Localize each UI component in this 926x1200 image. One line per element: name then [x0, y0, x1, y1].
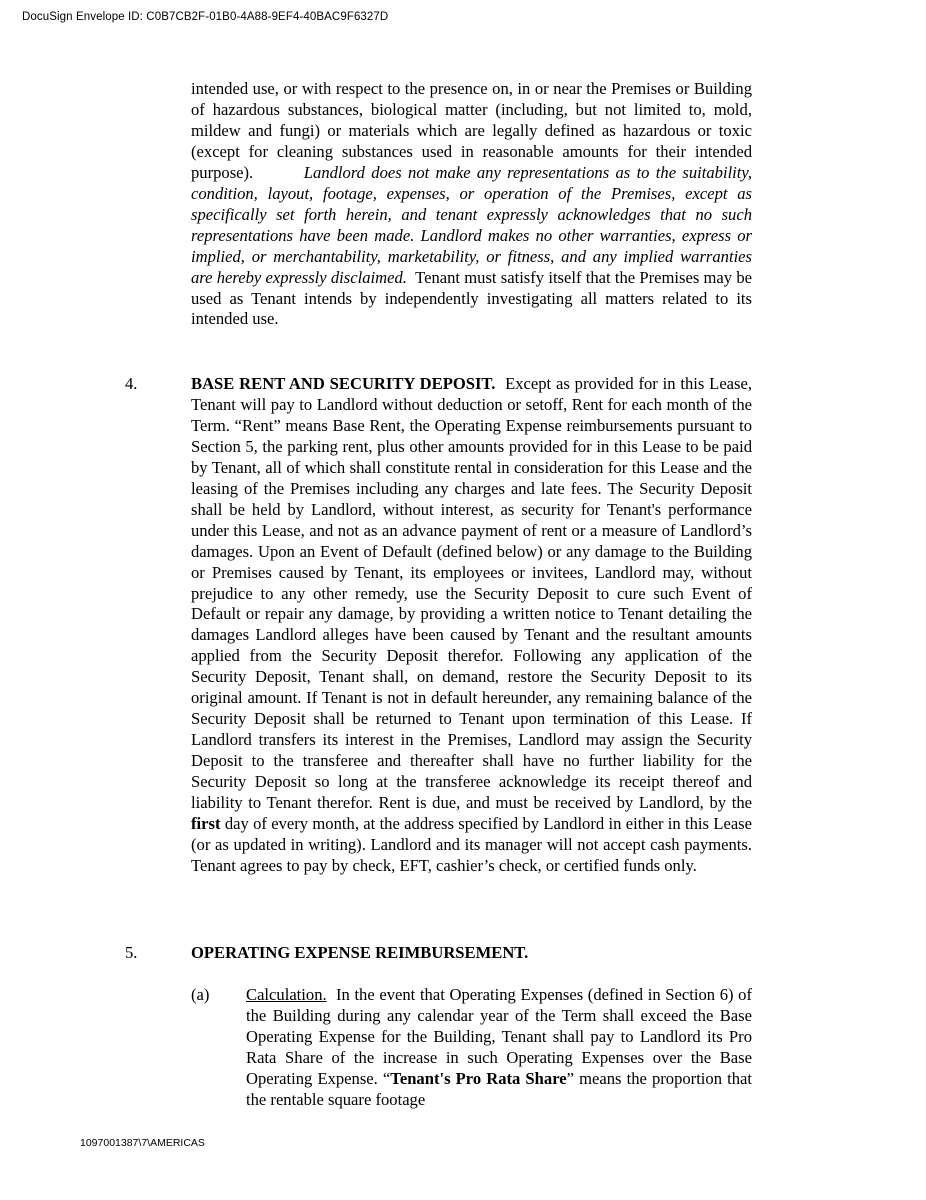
- intro-text: intended use, or with respect to the presence on, in or near the Premises or Building of hazardous substances, biological matter (including, but not limited to, mold, mildew and fungi) or materials which are legally defined as hazardous or toxic (except for cleaning substances used in reasonable amounts for their intended purpose).: [191, 79, 752, 182]
- intro-closing-text: Tenant must satisfy itself that the Premises may be used as Tenant intends by independently investigating all matters related to its intended use.: [191, 267, 752, 329]
- intro-paragraph: [191, 79, 752, 330]
- subsection-a-text-continued: ” means the proportion that the rentable square footage: [246, 1068, 752, 1109]
- section-5-number: 5.: [125, 943, 138, 962]
- section-4-text: Except as provided for in this Lease, Tenant will pay to Landlord without deduction or setoff, Rent for each month of the Term. “Rent” means Base Rent, the Operating Expense reimbursements pursuant to Section 5, the parking rent, plus other amounts provided for in this Lease to be paid by Tenant, all of which shall constitute rental in consideration for this Lease and the leasing of the Premises including any charges and late fees. The Security Deposit shall be held by Landlord, without interest, as security for Tenant's performance under this Lease, and not as an advance payment of rent or a measure of Landlord’s damages. Upon an Event of Default (defined below) or any damage to the Building or Premises caused by Tenant, its employees or invitees, Landlord may, without prejudice to any other remedy, use the Security Deposit to cure such Event of Default or repair any damage, by providing a written notice to Tenant detailing the damages Landlord alleges have been caused by Tenant and the resultant amounts applied from the Security Deposit therefor. Following any application of the Security Deposit, Tenant shall, on demand, restore the Security Deposit to its original amount. If Tenant is not in default hereunder, any remaining balance of the Security Deposit shall be returned to Tenant upon termination of this Lease. If Landlord transfers its interest in the Premises, Landlord may assign the Security Deposit to the transferee and thereafter shall have no further liability for the Security Deposit so long at the transferee acknowledge its receipt thereof and liability to Tenant therefor. Rent is due, and must be received by Landlord, by the: [191, 374, 753, 813]
- section-4-heading: BASE RENT AND SECURITY DEPOSIT.: [191, 374, 496, 393]
- docusign-envelope-id: DocuSign Envelope ID: C0B7CB2F-01B0-4A88-9EF4-40BAC9F6327D: [22, 11, 389, 23]
- subsection-a-label: (a): [191, 985, 210, 1004]
- document-footer-id: 1097001387\7\AMERICAS: [80, 1137, 205, 1149]
- section-4-number: 4.: [125, 374, 138, 393]
- section-5-heading: OPERATING EXPENSE REIMBURSEMENT.: [191, 943, 529, 962]
- section-4-text-continued: day of every month, at the address specified by Landlord in either in this Lease (or as updated in writing). Landlord and its manager will not accept cash payments. Tenant agrees to pay by check, EFT, cashier’s check, or certified funds only.: [191, 814, 753, 875]
- section-4-body: [191, 374, 752, 877]
- disclaimer-italic-text: Landlord does not make any representations as to the suitability, condition, layout, footage, expenses, or operation of the Premises, except as specifically set forth herein, and tenant expressly acknowledges that no such representations have been made. Landlord makes no other warranties, express or implied, or merchantability, marketability, or fitness, and any implied warranties are hereby expressly disclaimed.: [191, 162, 752, 287]
- section-4-bold-word: first: [191, 814, 221, 834]
- subsection-a-body: [246, 985, 752, 1111]
- subsection-a-title: Calculation.: [246, 985, 327, 1004]
- subsection-a-text: In the event that Operating Expenses (defined in Section 6) of the Building during any calendar year of the Term shall exceed the Base Operating Expense for the Building, Tenant shall pay to Landlord its Pro Rata Share of the increase in such Operating Expenses over the Base Operating Expense. “: [246, 985, 753, 1088]
- defined-term: Tenant's Pro Rata Share: [390, 1068, 567, 1088]
